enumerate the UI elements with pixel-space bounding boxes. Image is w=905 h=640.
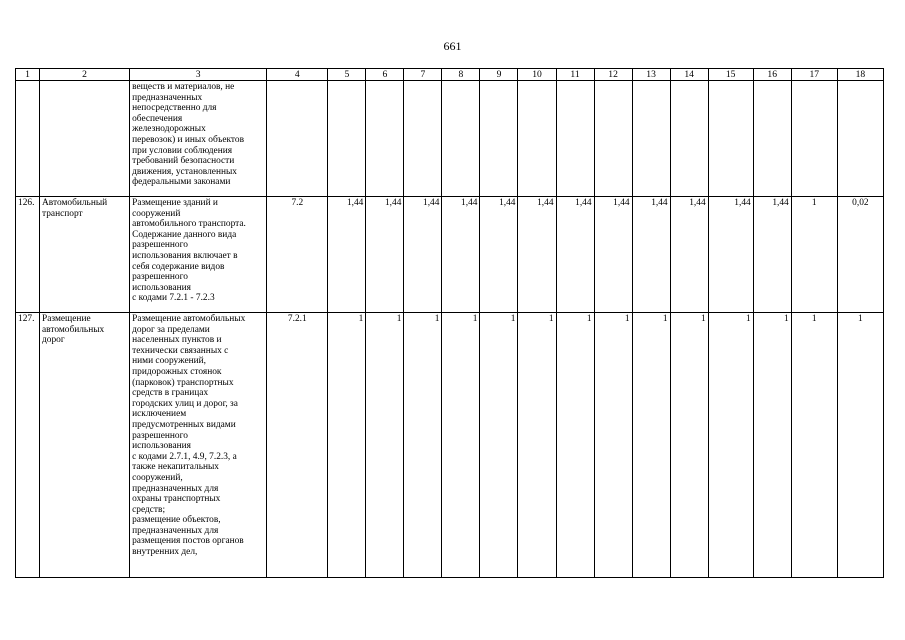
coefficient-cell: 0,02 [837, 197, 883, 313]
row-index-cell [16, 81, 40, 197]
coefficient-cell: 1 [328, 313, 366, 578]
coefficient-cell [404, 81, 442, 197]
coefficient-cell: 1,44 [366, 197, 404, 313]
coefficient-cell [791, 81, 837, 197]
coefficient-cell [837, 81, 883, 197]
coefficient-cell [366, 81, 404, 197]
column-header-15: 15 [708, 69, 753, 81]
use-name-cell: Размещение автомобильных дорог [40, 313, 130, 578]
coefficient-cell: 1 [556, 313, 594, 578]
land-use-table [15, 68, 884, 578]
table-row [16, 313, 884, 578]
coefficient-cell [556, 81, 594, 197]
coefficient-cell: 1 [753, 313, 791, 578]
column-header-10: 10 [518, 69, 556, 81]
coefficient-cell [328, 81, 366, 197]
coefficient-cell [594, 81, 632, 197]
coefficient-cell: 1,44 [670, 197, 708, 313]
use-name-cell [40, 81, 130, 197]
coefficient-cell: 1,44 [594, 197, 632, 313]
use-description-cell: веществ и материалов, не предназначенных непосредственно для обеспечения железнодорожных перевозок) и иных объектов при условии соблюдения требований безопасности движения, установленных федеральными законами [130, 81, 267, 197]
row-index-cell: 126. [16, 197, 40, 313]
table-header-row [16, 69, 884, 81]
column-header-13: 13 [632, 69, 670, 81]
coefficient-cell: 1,44 [328, 197, 366, 313]
coefficient-cell: 1 [366, 313, 404, 578]
coefficient-cell [670, 81, 708, 197]
coefficient-cell [632, 81, 670, 197]
coefficient-cell [753, 81, 791, 197]
page-number: 661 [443, 39, 462, 53]
coefficient-cell: 1,44 [442, 197, 480, 313]
coefficient-cell: 1,44 [480, 197, 518, 313]
column-header-3: 3 [130, 69, 267, 81]
use-name-cell: Автомобильный транспорт [40, 197, 130, 313]
coefficient-cell: 1,44 [404, 197, 442, 313]
coefficient-cell: 1 [632, 313, 670, 578]
column-header-6: 6 [366, 69, 404, 81]
coefficient-cell: 1,44 [556, 197, 594, 313]
table-row [16, 197, 884, 313]
column-header-11: 11 [556, 69, 594, 81]
column-header-17: 17 [791, 69, 837, 81]
table-row [16, 81, 884, 197]
coefficient-cell: 1 [708, 313, 753, 578]
column-header-14: 14 [670, 69, 708, 81]
column-header-9: 9 [480, 69, 518, 81]
column-header-7: 7 [404, 69, 442, 81]
use-code-cell [267, 81, 328, 197]
column-header-12: 12 [594, 69, 632, 81]
use-code-cell: 7.2.1 [267, 313, 328, 578]
coefficient-cell [480, 81, 518, 197]
coefficient-cell: 1 [480, 313, 518, 578]
coefficient-cell: 1,44 [708, 197, 753, 313]
coefficient-cell: 1 [594, 313, 632, 578]
use-code-cell: 7.2 [267, 197, 328, 313]
coefficient-cell: 1,44 [753, 197, 791, 313]
column-header-1: 1 [16, 69, 40, 81]
coefficient-cell: 1,44 [632, 197, 670, 313]
column-header-2: 2 [40, 69, 130, 81]
coefficient-cell [708, 81, 753, 197]
coefficient-cell: 1,44 [518, 197, 556, 313]
coefficient-cell: 1 [518, 313, 556, 578]
coefficient-cell: 1 [791, 197, 837, 313]
row-index-cell: 127. [16, 313, 40, 578]
use-description-cell: Размещение автомобильных дорог за пределами населенных пунктов и технически связанных с ними сооружений, придорожных стоянок (парковок) транспортных средств в границах городских улиц и дорог, за исключением предусмотренных видами разрешенного использования с кодами 2.7.1, 4.9, 7.2.3, а также некапитальных сооружений, предназначенных для охраны транспортных средств; размещение объектов, предназначенных для размещения постов органов внутренних дел, [130, 313, 267, 578]
coefficient-cell: 1 [404, 313, 442, 578]
column-header-16: 16 [753, 69, 791, 81]
column-header-4: 4 [267, 69, 328, 81]
coefficient-cell: 1 [670, 313, 708, 578]
column-header-8: 8 [442, 69, 480, 81]
coefficient-cell: 1 [837, 313, 883, 578]
coefficient-cell [442, 81, 480, 197]
coefficient-cell [518, 81, 556, 197]
column-header-18: 18 [837, 69, 883, 81]
use-description-cell: Размещение зданий и сооружений автомобильного транспорта. Содержание данного вида разрешенного использования включает в себя содержание видов разрешенного использования с кодами 7.2.1 - 7.2.3 [130, 197, 267, 313]
column-header-5: 5 [328, 69, 366, 81]
coefficient-cell: 1 [791, 313, 837, 578]
coefficient-cell: 1 [442, 313, 480, 578]
